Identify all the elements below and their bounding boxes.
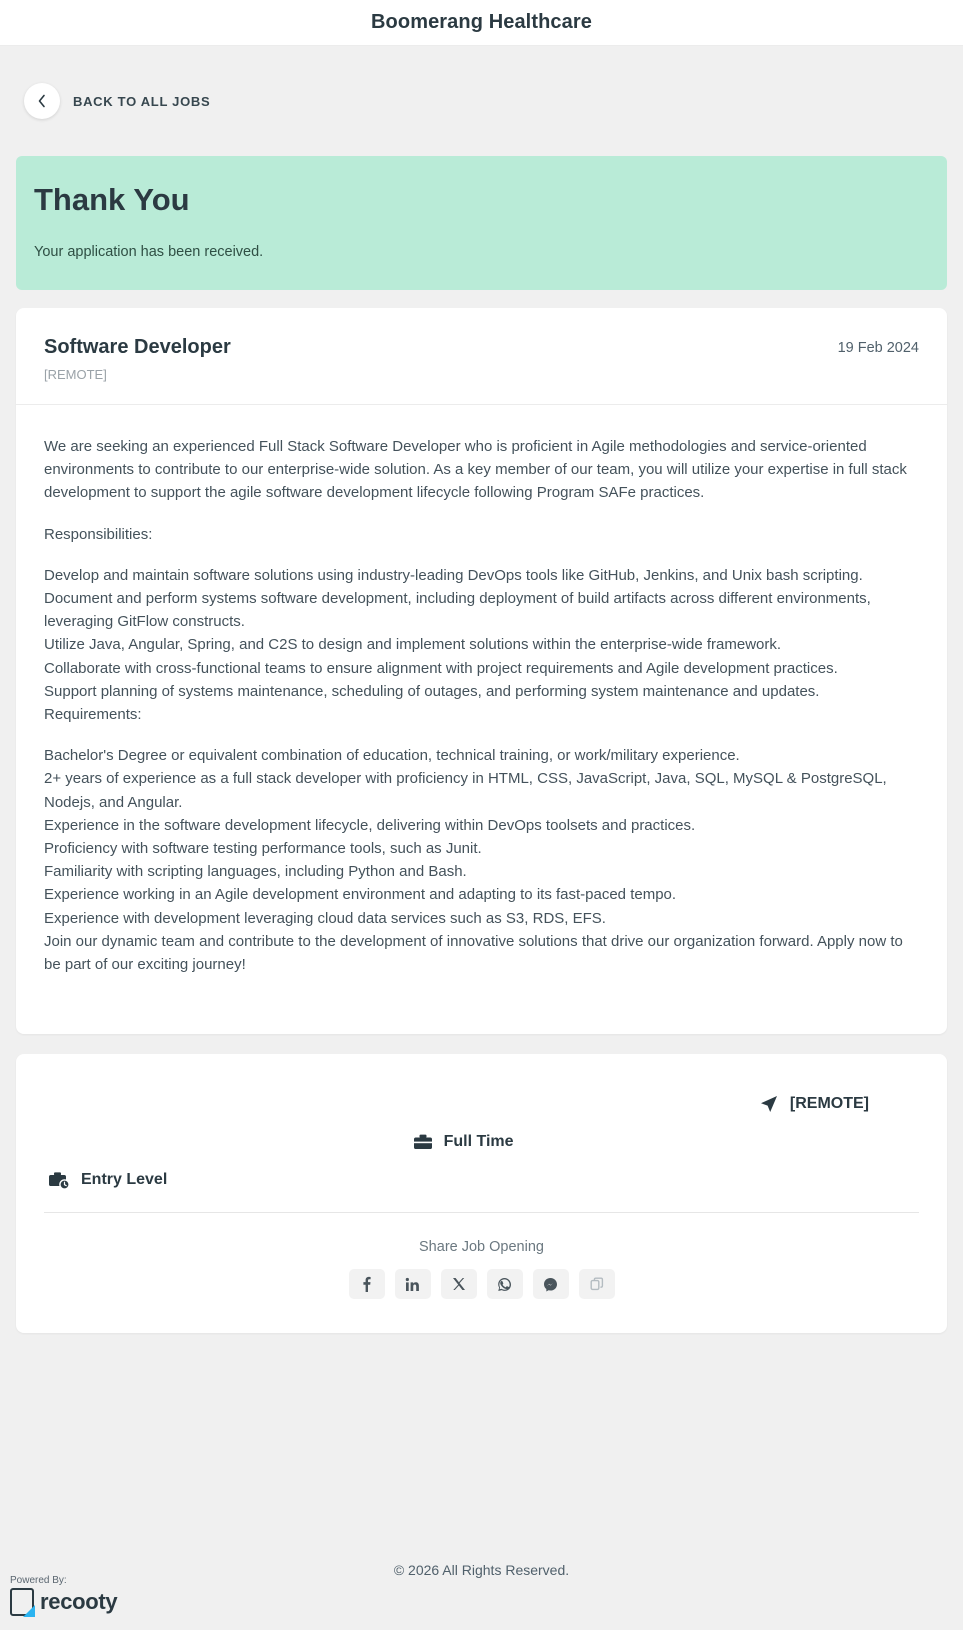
list-item: Experience with development leveraging cloud data services such as S3, RDS, EFS. <box>44 909 606 927</box>
requirements-heading: Requirements: <box>44 706 142 724</box>
back-to-jobs-row[interactable] <box>0 46 963 156</box>
share-copy-link-button[interactable] <box>579 1269 615 1299</box>
list-item: Collaborate with cross-functional teams to ensure alignment with project requirements and Agile development practices. <box>44 659 838 677</box>
meta-employment-type <box>413 1133 514 1151</box>
briefcase-icon <box>413 1133 433 1151</box>
share-facebook-button[interactable] <box>349 1269 385 1299</box>
list-item: Develop and maintain software solutions using industry-leading DevOps tools like GitHub, Jenkins, and Unix bash scripting. <box>44 566 863 584</box>
chevron-left-icon <box>37 94 47 108</box>
share-buttons <box>44 1269 919 1299</box>
responsibilities-list <box>44 564 919 726</box>
share-title: Share Job Opening <box>419 1239 544 1256</box>
list-item: Familiarity with scripting languages, including Python and Bash. <box>44 863 467 881</box>
requirements-list <box>44 744 919 976</box>
thank-you-banner <box>16 156 947 290</box>
company-name: Boomerang Healthcare <box>371 11 592 33</box>
responsibilities-heading: Responsibilities: <box>44 525 153 543</box>
meta-experience-label: Entry Level <box>81 1171 168 1189</box>
meta-workplace-type <box>759 1094 919 1114</box>
recooty-wordmark: recooty <box>40 1589 118 1614</box>
job-description <box>16 405 947 1034</box>
list-item: Experience working in an Agile development environment and adapting to its fast-paced tempo. <box>44 886 677 904</box>
job-meta-card <box>16 1054 947 1333</box>
meta-employment-label: Full Time <box>443 1133 514 1151</box>
job-detail-card <box>16 308 947 1034</box>
meta-experience-level <box>44 1170 167 1190</box>
list-item: Utilize Java, Angular, Spring, and C2S to design and implement solutions within the enterprise-wide framework. <box>44 636 782 654</box>
recooty-logo[interactable] <box>10 1588 117 1616</box>
job-title: Software Developer <box>44 336 231 358</box>
list-item: Proficiency with software testing performance tools, such as Junit. <box>44 840 482 858</box>
powered-by-label: Powered By: <box>10 1575 67 1586</box>
job-intro: We are seeking an experienced Full Stack Software Developer who is proficient in Agile methodologies and service-oriented environments to contribute to our enterprise-wide solution. As a key member of our team, you will utilize your expertise in full stack development to support the agile software development lifecycle following Program SAFe practices. <box>44 438 907 502</box>
powered-by <box>10 1575 117 1616</box>
list-item: Bachelor's Degree or equivalent combination of education, technical training, or work/military experience. <box>44 747 740 765</box>
list-item: Document and perform systems software development, including deployment of build artifacts across different environments, leveraging GitFlow constructs. <box>44 590 871 631</box>
list-item: Experience in the software development lifecycle, delivering within DevOps toolsets and practices. <box>44 816 696 834</box>
meta-divider <box>44 1212 919 1213</box>
thank-you-message: Your application has been received. <box>34 244 264 260</box>
location-arrow-icon <box>759 1094 779 1114</box>
job-meta-row <box>44 1094 919 1190</box>
list-item: Join our dynamic team and contribute to the development of innovative solutions that drive our organization forward. Apply now to be part of our exciting journey! <box>44 932 903 974</box>
copyright-text: © 2026 All Rights Reserved. <box>393 1562 570 1578</box>
share-linkedin-button[interactable] <box>395 1269 431 1299</box>
job-posted-date: 19 Feb 2024 <box>837 340 919 356</box>
page-footer <box>0 1510 963 1630</box>
list-item: Support planning of systems maintenance, scheduling of outages, and performing system maintenance and updates. <box>44 682 820 700</box>
thank-you-title: Thank You <box>34 182 190 217</box>
share-whatsapp-button[interactable] <box>487 1269 523 1299</box>
site-header <box>0 0 963 46</box>
meta-workplace-label: [REMOTE] <box>789 1095 869 1113</box>
briefcase-clock-icon <box>48 1170 70 1190</box>
back-button[interactable] <box>24 83 60 119</box>
recooty-mark-icon <box>10 1588 34 1616</box>
share-messenger-button[interactable] <box>533 1269 569 1299</box>
back-to-jobs-label[interactable]: BACK TO ALL JOBS <box>73 93 211 109</box>
list-item: 2+ years of experience as a full stack developer with proficiency in HTML, CSS, JavaScript, Java, SQL, MySQL & PostgreSQL, Nodejs, and Angular. <box>44 770 887 811</box>
job-location-tag: [REMOTE] <box>44 367 107 382</box>
job-card-header <box>16 308 947 405</box>
share-x-button[interactable] <box>441 1269 477 1299</box>
